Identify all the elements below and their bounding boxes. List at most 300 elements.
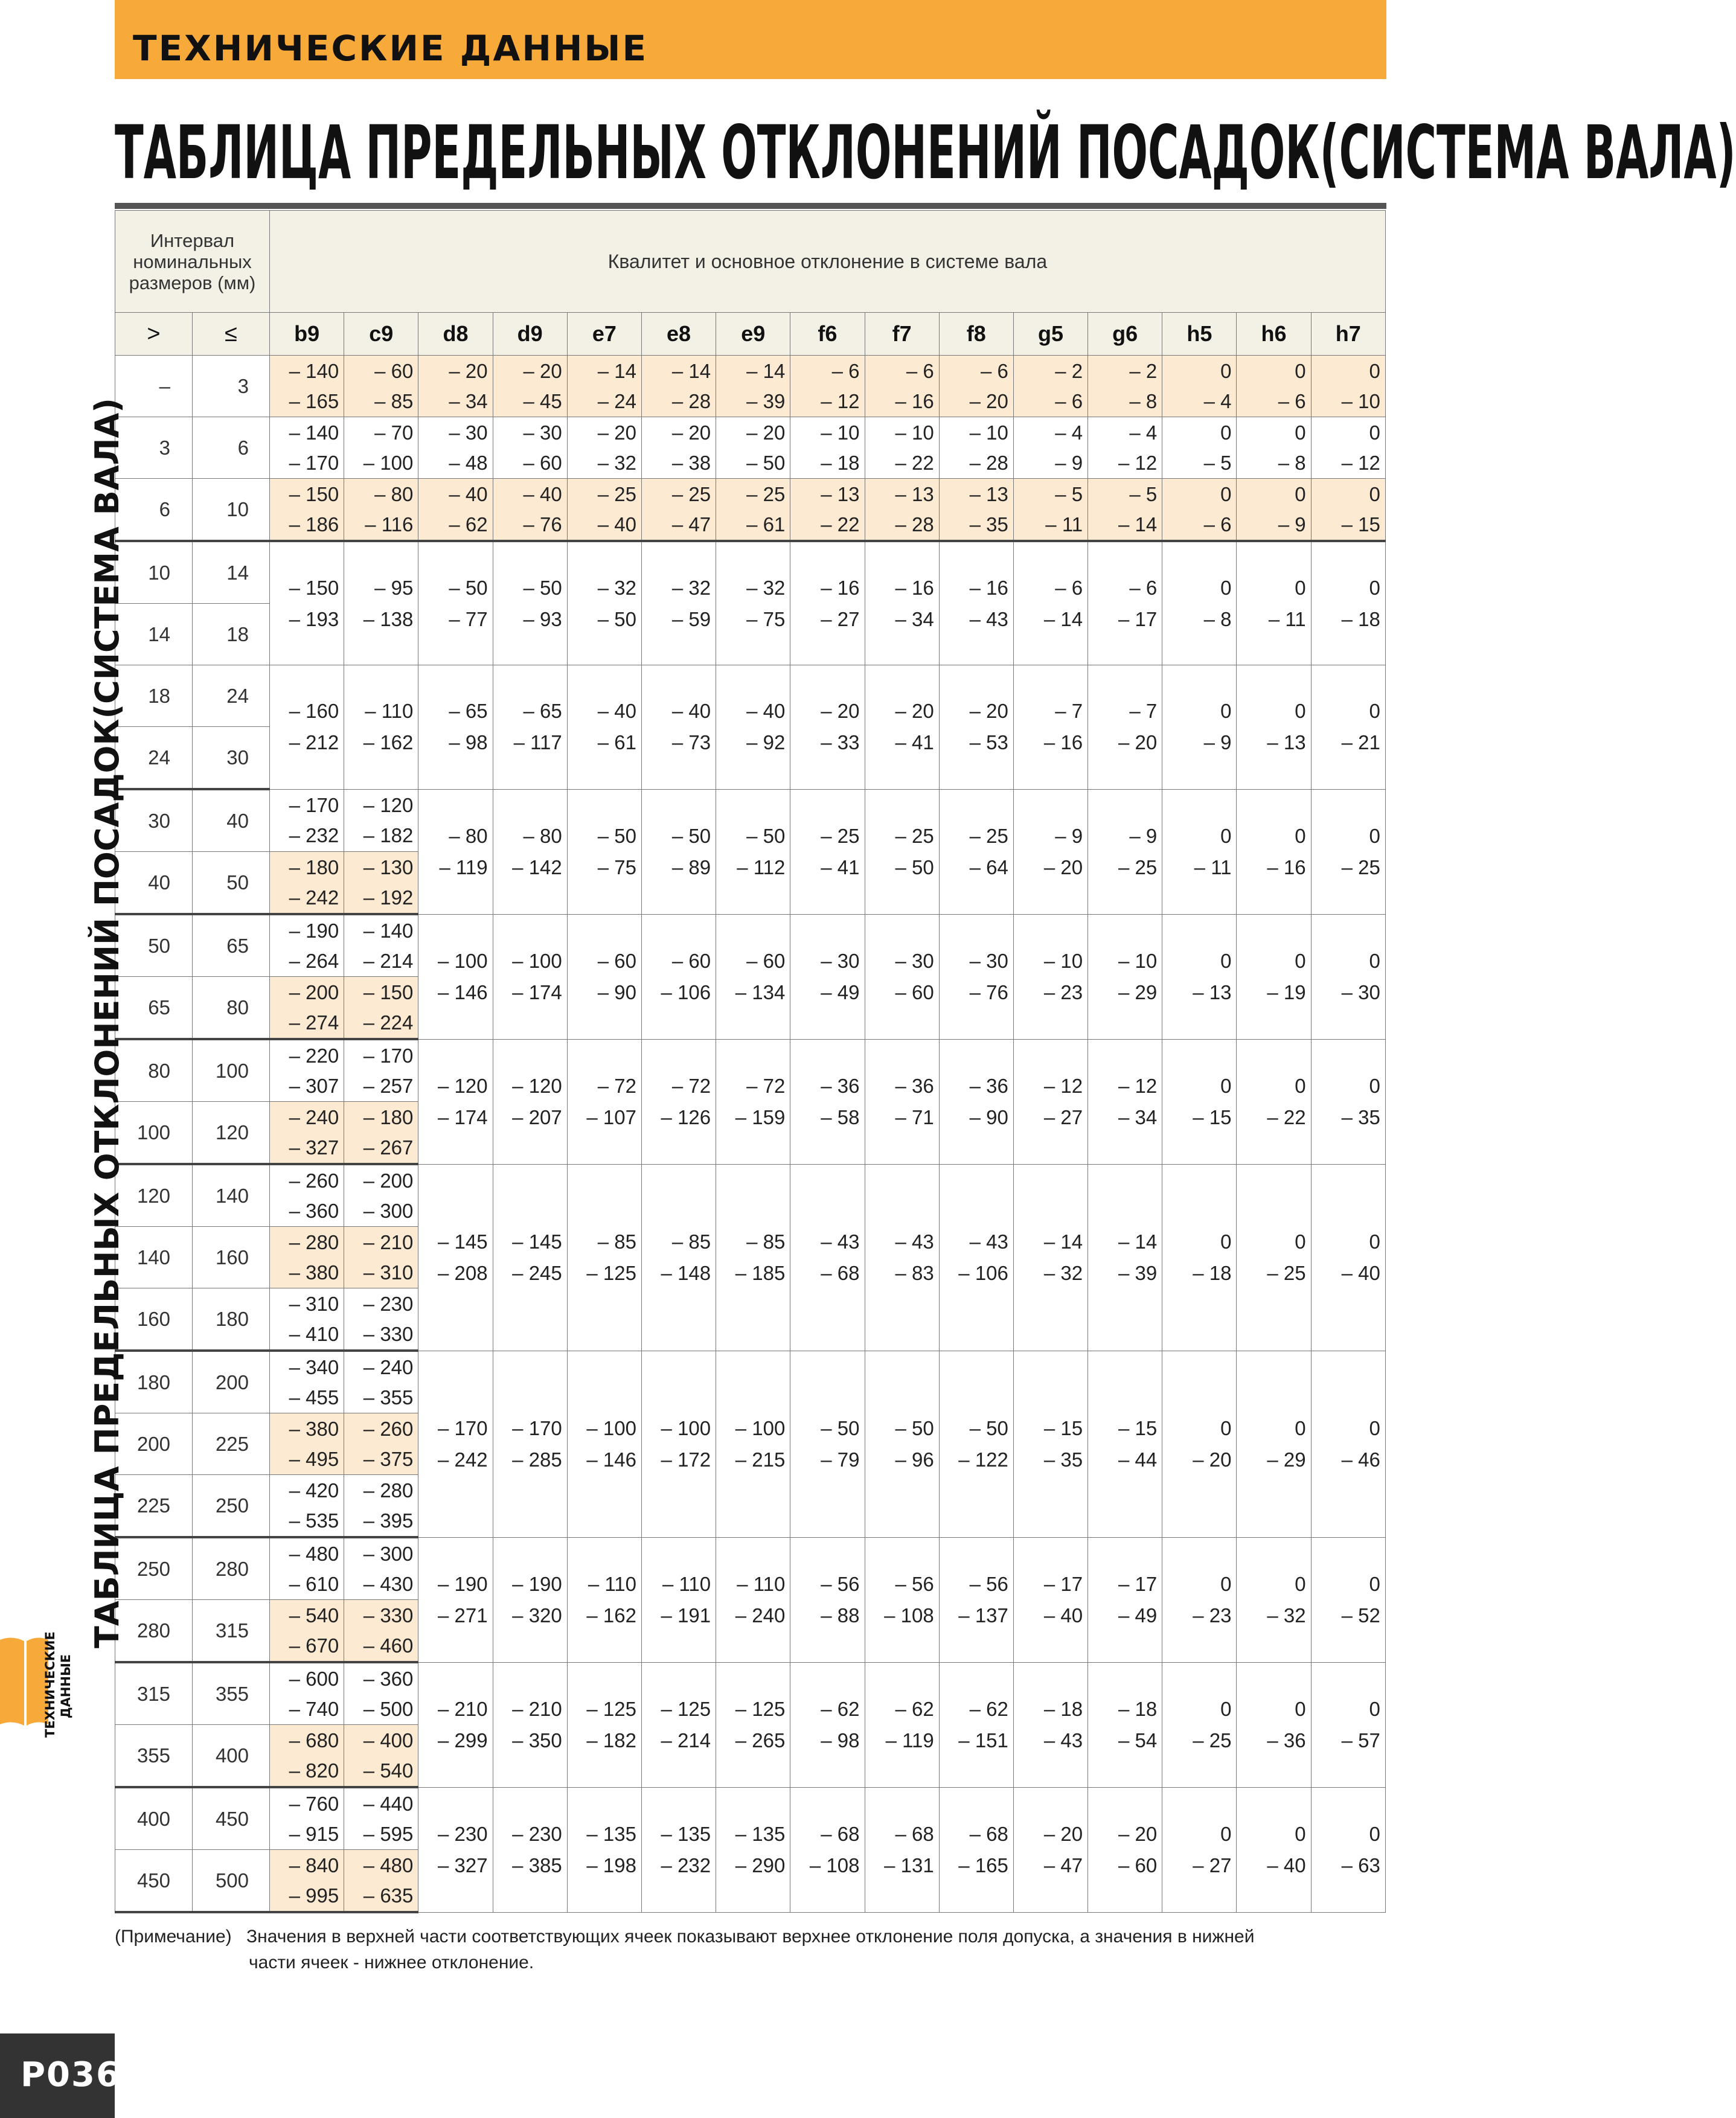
table-row — [115, 356, 1386, 417]
lower-deviation: – 33 — [821, 731, 860, 754]
upper-deviation: – 125 — [586, 1697, 636, 1720]
lower-deviation: – 8 — [1278, 451, 1306, 474]
deviation-cell-d9 — [493, 1662, 567, 1787]
lower-deviation: – 63 — [1341, 1854, 1380, 1876]
lower-deviation: – 90 — [969, 1105, 1008, 1128]
deviation-cell-g6 — [1088, 417, 1162, 479]
upper-deviation: – 62 — [821, 1697, 860, 1720]
lower-deviation: – 186 — [289, 513, 339, 536]
lower-deviation: – 98 — [821, 1729, 860, 1752]
deviation-cell-g6 — [1088, 914, 1162, 1039]
deviation-cell-g5 — [1013, 1662, 1087, 1787]
upper-deviation: – 680 — [289, 1729, 339, 1752]
upper-deviation: – 190 — [437, 1572, 488, 1595]
lower-deviation: – 5 — [1203, 451, 1232, 474]
lower-deviation: – 182 — [363, 824, 414, 846]
deviation-cell-g5 — [1013, 1164, 1087, 1351]
deviation-cell-h5 — [1162, 665, 1237, 790]
range-to: 10 — [193, 479, 270, 542]
lower-deviation: – 208 — [437, 1261, 488, 1284]
lower-deviation: – 73 — [671, 731, 711, 754]
deviation-cell-h7 — [1311, 1164, 1385, 1351]
lower-deviation: – 28 — [895, 513, 934, 536]
deviation-cell-e9 — [716, 914, 790, 1039]
upper-deviation: – 20 — [1043, 1822, 1083, 1845]
table-row — [115, 479, 1386, 542]
deviation-cell-b9 — [270, 1164, 344, 1227]
upper-deviation: – 10 — [895, 421, 934, 444]
column-header-h5: h5 — [1162, 313, 1237, 356]
upper-deviation: – 240 — [363, 1355, 414, 1378]
table-row — [115, 1164, 1386, 1227]
upper-deviation: – 65 — [449, 700, 488, 723]
lower-deviation: – 100 — [363, 451, 414, 474]
lower-deviation: – 71 — [895, 1105, 934, 1128]
lower-deviation: – 193 — [289, 607, 339, 630]
deviation-cell-g6 — [1088, 479, 1162, 542]
deviation-cell-f7 — [865, 1662, 939, 1787]
deviation-cell-e9 — [716, 479, 790, 542]
range-to: 50 — [193, 852, 270, 915]
upper-deviation: – 210 — [437, 1697, 488, 1720]
deviation-cell-d9 — [493, 1039, 567, 1164]
upper-deviation: 0 — [1220, 1230, 1232, 1253]
page-title — [115, 107, 1736, 198]
lower-deviation: – 162 — [363, 731, 414, 754]
lower-deviation: – 430 — [363, 1572, 414, 1595]
deviation-cell-g6 — [1088, 665, 1162, 790]
column-header-e9: e9 — [716, 313, 790, 356]
range-to: 3 — [193, 356, 270, 417]
section-banner — [115, 0, 1386, 79]
deviation-cell-d9 — [493, 541, 567, 665]
lower-deviation: – 635 — [363, 1884, 414, 1907]
deviation-cell-b9 — [270, 665, 344, 790]
deviation-cell-e8 — [641, 541, 716, 665]
deviation-cell-b9 — [270, 541, 344, 665]
upper-deviation: – 4 — [1129, 421, 1158, 444]
column-header-g6: g6 — [1088, 313, 1162, 356]
lower-deviation: – 6 — [1055, 389, 1083, 412]
deviation-cell-f7 — [865, 541, 939, 665]
lower-deviation: – 4 — [1203, 389, 1232, 412]
upper-deviation: – 25 — [969, 824, 1008, 847]
lower-deviation: – 53 — [969, 731, 1008, 754]
deviation-cell-e9 — [716, 665, 790, 790]
upper-deviation: 0 — [1220, 1074, 1232, 1097]
upper-deviation: – 440 — [363, 1792, 414, 1815]
lower-deviation: – 540 — [363, 1759, 414, 1782]
deviation-cell-f7 — [865, 417, 939, 479]
lower-deviation: – 57 — [1341, 1729, 1380, 1752]
deviation-cell-e8 — [641, 914, 716, 1039]
lower-deviation: – 39 — [1118, 1261, 1158, 1284]
deviation-cell-b9 — [270, 1039, 344, 1102]
upper-deviation: – 56 — [969, 1572, 1008, 1595]
upper-deviation: 0 — [1295, 1822, 1306, 1845]
lower-deviation: – 85 — [374, 389, 414, 412]
upper-deviation: 0 — [1369, 482, 1380, 505]
upper-deviation: – 100 — [661, 1416, 711, 1439]
upper-deviation: – 20 — [746, 421, 786, 444]
deviation-cell-c9 — [344, 1413, 418, 1475]
deviation-cell-g6 — [1088, 1039, 1162, 1164]
deviation-cell-h5 — [1162, 1351, 1237, 1537]
book-icon — [0, 1631, 48, 1734]
upper-deviation: 0 — [1220, 700, 1232, 723]
lower-deviation: – 299 — [437, 1729, 488, 1752]
lower-deviation: – 25 — [1341, 856, 1380, 878]
lower-deviation: – 16 — [1043, 731, 1083, 754]
range-to: 120 — [193, 1102, 270, 1165]
deviation-cell-h5 — [1162, 789, 1237, 914]
lower-deviation: – 43 — [969, 607, 1008, 630]
upper-deviation: – 12 — [1118, 1074, 1158, 1097]
deviation-cell-b9 — [270, 914, 344, 977]
deviation-cell-f6 — [790, 356, 865, 417]
lower-deviation: – 12 — [1341, 451, 1380, 474]
deviation-cell-h6 — [1237, 789, 1311, 914]
deviation-cell-c9 — [344, 1600, 418, 1663]
lower-deviation: – 25 — [1193, 1729, 1232, 1752]
lower-deviation: – 285 — [512, 1448, 562, 1471]
deviation-cell-e7 — [567, 665, 641, 790]
upper-deviation: – 400 — [363, 1729, 414, 1752]
page-number-box — [0, 2033, 121, 2118]
lower-deviation: – 198 — [586, 1854, 636, 1876]
upper-deviation: – 60 — [746, 949, 786, 972]
upper-deviation: – 2 — [1055, 359, 1083, 382]
deviation-cell-b9 — [270, 479, 344, 542]
lower-deviation: – 41 — [895, 731, 934, 754]
lower-deviation: – 96 — [895, 1448, 934, 1471]
upper-deviation: – 5 — [1129, 482, 1158, 505]
deviation-cell-e9 — [716, 1537, 790, 1662]
deviation-cell-c9 — [344, 1288, 418, 1351]
deviation-cell-c9 — [344, 1164, 418, 1227]
upper-deviation: – 13 — [969, 482, 1008, 505]
lower-deviation: – 47 — [1043, 1854, 1083, 1876]
deviation-cell-d9 — [493, 1787, 567, 1912]
lower-deviation: – 61 — [746, 513, 786, 536]
lower-deviation: – 106 — [958, 1261, 1008, 1284]
upper-deviation: – 210 — [363, 1230, 414, 1253]
upper-deviation: 0 — [1295, 1230, 1306, 1253]
deviation-cell-f8 — [939, 1537, 1013, 1662]
deviation-cell-d8 — [418, 1164, 493, 1351]
lower-deviation: – 75 — [597, 856, 636, 878]
range-from: 280 — [115, 1600, 193, 1663]
lower-deviation: – 395 — [363, 1509, 414, 1532]
lower-deviation: – 40 — [1043, 1604, 1083, 1627]
deviation-cell-h5 — [1162, 1537, 1237, 1662]
interval-header: Интервал номинальных размеров (мм) — [115, 211, 270, 313]
deviation-cell-c9 — [344, 1537, 418, 1600]
upper-deviation: – 125 — [735, 1697, 786, 1720]
upper-deviation: – 30 — [449, 421, 488, 444]
upper-deviation: – 145 — [437, 1230, 488, 1253]
range-from: 200 — [115, 1413, 193, 1475]
deviation-cell-e7 — [567, 417, 641, 479]
upper-deviation: – 220 — [289, 1044, 339, 1067]
upper-deviation: 0 — [1220, 824, 1232, 847]
deviation-cell-f6 — [790, 1787, 865, 1912]
range-from: 80 — [115, 1039, 193, 1102]
deviation-cell-b9 — [270, 1850, 344, 1913]
upper-deviation: – 56 — [895, 1572, 934, 1595]
lower-deviation: – 232 — [661, 1854, 711, 1876]
lower-deviation: – 290 — [735, 1854, 786, 1876]
upper-deviation: – 36 — [895, 1074, 934, 1097]
upper-deviation: – 85 — [671, 1230, 711, 1253]
upper-deviation: – 25 — [895, 824, 934, 847]
deviation-cell-f8 — [939, 665, 1013, 790]
lower-deviation: – 106 — [661, 981, 711, 1003]
upper-deviation: – 360 — [363, 1667, 414, 1690]
upper-deviation: – 170 — [512, 1416, 562, 1439]
deviation-cell-h7 — [1311, 356, 1385, 417]
deviation-cell-h5 — [1162, 1787, 1237, 1912]
deviation-cell-e9 — [716, 1164, 790, 1351]
deviation-cell-b9 — [270, 789, 344, 852]
side-section-label — [42, 1631, 74, 1738]
lower-deviation: – 90 — [597, 981, 636, 1003]
lower-deviation: – 535 — [289, 1509, 339, 1532]
deviation-cell-e8 — [641, 356, 716, 417]
deviation-cell-f6 — [790, 1351, 865, 1537]
column-header-d9: d9 — [493, 313, 567, 356]
deviation-cell-f7 — [865, 665, 939, 790]
upper-deviation: – 210 — [512, 1697, 562, 1720]
lower-deviation: – 174 — [512, 981, 562, 1003]
upper-deviation: 0 — [1369, 1697, 1380, 1720]
upper-deviation: 0 — [1295, 1074, 1306, 1097]
lower-deviation: – 327 — [437, 1854, 488, 1876]
range-from: 18 — [115, 665, 193, 727]
deviation-cell-d9 — [493, 356, 567, 417]
lower-deviation: – 151 — [958, 1729, 1008, 1752]
upper-deviation: – 760 — [289, 1792, 339, 1815]
lower-deviation: – 14 — [1118, 513, 1158, 536]
deviation-cell-f8 — [939, 417, 1013, 479]
upper-deviation: – 180 — [289, 856, 339, 878]
upper-deviation: – 50 — [969, 1416, 1008, 1439]
upper-deviation: – 340 — [289, 1355, 339, 1378]
deviation-cell-h5 — [1162, 914, 1237, 1039]
deviation-cell-d9 — [493, 1164, 567, 1351]
lower-deviation: – 34 — [449, 389, 488, 412]
upper-deviation: 0 — [1295, 700, 1306, 723]
deviation-cell-f8 — [939, 914, 1013, 1039]
deviation-cell-b9 — [270, 1413, 344, 1475]
deviation-cell-d9 — [493, 665, 567, 790]
lower-deviation: – 16 — [895, 389, 934, 412]
lower-deviation: – 125 — [586, 1261, 636, 1284]
upper-deviation: 0 — [1369, 359, 1380, 382]
upper-deviation: 0 — [1369, 949, 1380, 972]
upper-deviation: – 190 — [289, 919, 339, 942]
deviation-cell-d8 — [418, 1351, 493, 1537]
column-header-f8: f8 — [939, 313, 1013, 356]
deviation-cell-g6 — [1088, 1351, 1162, 1537]
upper-deviation: – 5 — [1055, 482, 1083, 505]
deviation-cell-c9 — [344, 1475, 418, 1538]
lower-deviation: – 34 — [895, 607, 934, 630]
deviation-cell-b9 — [270, 1537, 344, 1600]
upper-deviation: 0 — [1295, 359, 1306, 382]
upper-deviation: – 480 — [289, 1542, 339, 1565]
upper-deviation: – 50 — [895, 1416, 934, 1439]
deviation-cell-c9 — [344, 977, 418, 1040]
upper-deviation: – 120 — [363, 793, 414, 816]
lower-deviation: – 13 — [1267, 731, 1306, 754]
lower-deviation: – 350 — [512, 1729, 562, 1752]
lower-deviation: – 300 — [363, 1199, 414, 1222]
upper-deviation: 0 — [1295, 1697, 1306, 1720]
upper-deviation: – 72 — [746, 1074, 786, 1097]
lower-deviation: – 355 — [363, 1386, 414, 1409]
title-rule — [115, 203, 1386, 209]
deviation-cell-b9 — [270, 356, 344, 417]
deviation-cell-e9 — [716, 356, 790, 417]
deviation-cell-e9 — [716, 417, 790, 479]
lower-deviation: – 10 — [1341, 389, 1380, 412]
range-to: 80 — [193, 977, 270, 1040]
lower-deviation: – 54 — [1118, 1729, 1158, 1752]
upper-deviation: – 68 — [895, 1822, 934, 1845]
range-from: 160 — [115, 1288, 193, 1351]
range-to: 200 — [193, 1351, 270, 1413]
lower-deviation: – 915 — [289, 1822, 339, 1845]
deviation-cell-b9 — [270, 1662, 344, 1725]
lower-deviation: – 310 — [363, 1261, 414, 1284]
upper-deviation: – 30 — [523, 421, 562, 444]
lower-deviation: – 60 — [895, 981, 934, 1003]
lower-deviation: – 20 — [1118, 731, 1158, 754]
lower-deviation: – 740 — [289, 1697, 339, 1720]
range-to: 280 — [193, 1537, 270, 1600]
column-header-h7: h7 — [1311, 313, 1385, 356]
upper-deviation: – 100 — [512, 949, 562, 972]
lower-deviation: – 34 — [1118, 1105, 1158, 1128]
upper-deviation: – 330 — [363, 1604, 414, 1627]
lower-deviation: – 495 — [289, 1447, 339, 1470]
upper-deviation: – 50 — [449, 576, 488, 599]
lower-deviation: – 11 — [1268, 607, 1306, 630]
deviation-cell-g5 — [1013, 789, 1087, 914]
deviation-cell-b9 — [270, 1475, 344, 1538]
range-from: 3 — [115, 417, 193, 479]
upper-deviation: – 230 — [512, 1822, 562, 1845]
deviation-cell-b9 — [270, 1600, 344, 1663]
lower-deviation: – 77 — [449, 607, 488, 630]
lower-deviation: – 500 — [363, 1697, 414, 1720]
side-vertical-title: ТАБЛИЦА ПРЕДЕЛЬНЫХ ОТКЛОНЕНИЙ ПОСАДОК(СИСТЕМА ВАЛА) — [88, 398, 126, 1648]
deviation-cell-f6 — [790, 417, 865, 479]
deviation-cell-h6 — [1237, 665, 1311, 790]
lower-deviation: – 60 — [523, 451, 562, 474]
deviation-cell-e9 — [716, 789, 790, 914]
lower-deviation: – 240 — [735, 1604, 786, 1627]
upper-deviation: – 32 — [746, 576, 786, 599]
range-to: 225 — [193, 1413, 270, 1475]
upper-deviation: – 17 — [1118, 1572, 1158, 1595]
lower-deviation: – 265 — [735, 1729, 786, 1752]
upper-deviation: – 420 — [289, 1479, 339, 1502]
deviation-cell-c9 — [344, 1850, 418, 1913]
lower-deviation: – 271 — [437, 1604, 488, 1627]
lower-deviation: – 455 — [289, 1386, 339, 1409]
upper-deviation: – 60 — [374, 359, 414, 382]
lower-deviation: – 93 — [523, 607, 562, 630]
lower-deviation: – 76 — [523, 513, 562, 536]
lower-deviation: – 460 — [363, 1634, 414, 1657]
page-title-text: ТАБЛИЦА ПРЕДЕЛЬНЫХ ОТКЛОНЕНИЙ ПОСАДОК(СИСТЕМА ВАЛА) — [115, 109, 1736, 196]
upper-deviation: – 65 — [523, 700, 562, 723]
lower-deviation: – 192 — [363, 886, 414, 909]
upper-deviation: – 380 — [289, 1417, 339, 1440]
deviation-cell-g6 — [1088, 789, 1162, 914]
lower-deviation: – 43 — [1043, 1729, 1083, 1752]
deviation-cell-d9 — [493, 479, 567, 542]
deviation-cell-g5 — [1013, 479, 1087, 542]
range-to: 65 — [193, 914, 270, 977]
lower-deviation: – 50 — [746, 451, 786, 474]
deviation-cell-c9 — [344, 356, 418, 417]
lower-deviation: – 126 — [661, 1105, 711, 1128]
upper-deviation: – 600 — [289, 1667, 339, 1690]
upper-deviation: – 170 — [437, 1416, 488, 1439]
deviation-cell-h5 — [1162, 541, 1237, 665]
lower-deviation: – 29 — [1267, 1448, 1306, 1471]
column-header-f7: f7 — [865, 313, 939, 356]
lower-deviation: – 108 — [884, 1604, 934, 1627]
upper-deviation: – 18 — [1118, 1697, 1158, 1720]
deviation-cell-h5 — [1162, 1662, 1237, 1787]
lower-deviation: – 27 — [1043, 1105, 1083, 1128]
lower-deviation: – 224 — [363, 1011, 414, 1034]
lower-deviation: – 214 — [661, 1729, 711, 1752]
table-row — [115, 789, 1386, 852]
upper-deviation: – 130 — [363, 856, 414, 878]
upper-deviation: – 20 — [969, 700, 1008, 723]
lower-deviation: – 47 — [671, 513, 711, 536]
lower-deviation: – 6 — [1278, 389, 1306, 412]
upper-deviation: – 30 — [969, 949, 1008, 972]
upper-deviation: – 40 — [746, 700, 786, 723]
upper-deviation: – 25 — [597, 482, 636, 505]
upper-deviation: – 43 — [969, 1230, 1008, 1253]
lower-deviation: – 22 — [821, 513, 860, 536]
deviation-cell-d8 — [418, 356, 493, 417]
lower-deviation: – 8 — [1129, 389, 1158, 412]
lower-deviation: – 49 — [1118, 1604, 1158, 1627]
lower-deviation: – 64 — [969, 856, 1008, 878]
table-row — [115, 541, 1386, 604]
upper-deviation: – 4 — [1055, 421, 1083, 444]
lower-deviation: – 995 — [289, 1884, 339, 1907]
upper-deviation: 0 — [1369, 1572, 1380, 1595]
lower-deviation: – 20 — [969, 389, 1008, 412]
deviation-cell-d9 — [493, 1537, 567, 1662]
range-from: 355 — [115, 1725, 193, 1788]
lower-deviation: – 79 — [821, 1448, 860, 1471]
upper-deviation: – 170 — [289, 793, 339, 816]
deviation-cell-h6 — [1237, 1039, 1311, 1164]
upper-deviation: 0 — [1220, 576, 1232, 599]
deviation-cell-b9 — [270, 852, 344, 915]
upper-deviation: 0 — [1295, 1416, 1306, 1439]
